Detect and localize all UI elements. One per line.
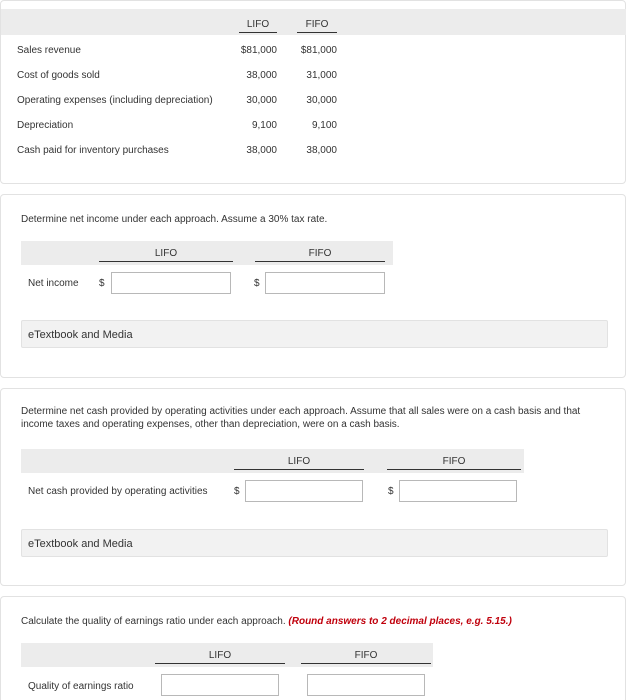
net-income-label: Net income <box>28 278 79 289</box>
net-cash-lifo-currency: $ <box>234 486 240 497</box>
net-income-lifo-input[interactable] <box>111 272 231 294</box>
cell-depreciation-lifo: 9,100 <box>251 120 277 131</box>
cell-cogs-fifo: 31,000 <box>306 70 337 81</box>
net-income-col-fifo: FIFO <box>255 248 385 262</box>
net-cash-prompt: Determine net cash provided by operating activities under each approach. Assume that all sales were on a cash basis and that income taxes and operating expenses, other than depreciation, were on a cash basis. <box>21 406 581 430</box>
data-col-lifo: LIFO <box>239 19 277 33</box>
net-income-fifo-input[interactable] <box>265 272 385 294</box>
net-cash-col-fifo: FIFO <box>387 456 521 470</box>
data-table-panel <box>0 0 626 184</box>
row-label-operating-expenses: Operating expenses (including depreciation) <box>17 95 213 106</box>
etextbook-label: eTextbook and Media <box>28 538 133 550</box>
etextbook-label: eTextbook and Media <box>28 329 133 341</box>
quality-earnings-lifo-input[interactable] <box>161 674 279 696</box>
cell-opex-fifo: 30,000 <box>306 95 337 106</box>
row-label-sales-revenue: Sales revenue <box>17 45 81 56</box>
cell-cogs-lifo: 38,000 <box>246 70 277 81</box>
quality-earnings-col-lifo: LIFO <box>155 650 285 664</box>
row-label-cost-of-goods-sold: Cost of goods sold <box>17 70 100 81</box>
quality-earnings-prompt <box>21 615 512 628</box>
quality-earnings-fifo-input[interactable] <box>307 674 425 696</box>
data-col-fifo: FIFO <box>297 19 337 33</box>
quality-earnings-prompt-text: Calculate the quality of earnings ratio under each approach. <box>21 616 286 627</box>
net-cash-label: Net cash provided by operating activities <box>28 486 208 497</box>
row-label-cash-paid-inventory: Cash paid for inventory purchases <box>17 145 169 156</box>
row-label-depreciation: Depreciation <box>17 120 74 131</box>
cell-sales-revenue-fifo: $81,000 <box>300 45 337 56</box>
net-cash-etextbook-link[interactable] <box>21 529 608 557</box>
quality-earnings-section <box>0 596 626 700</box>
net-income-fifo-currency: $ <box>254 278 260 289</box>
cell-depreciation-fifo: 9,100 <box>311 120 337 131</box>
quality-earnings-label: Quality of earnings ratio <box>28 681 134 692</box>
net-income-etextbook-link[interactable] <box>21 320 608 348</box>
rounding-instruction: (Round answers to 2 decimal places, e.g. 5.15.) <box>288 616 512 627</box>
cell-sales-revenue-lifo: $81,000 <box>240 45 277 56</box>
cell-opex-lifo: 30,000 <box>246 95 277 106</box>
cell-cash-paid-fifo: 38,000 <box>306 145 337 156</box>
net-income-prompt: Determine net income under each approach. Assume a 30% tax rate. <box>21 214 328 225</box>
net-cash-col-lifo: LIFO <box>234 456 364 470</box>
net-income-section <box>0 194 626 378</box>
net-cash-fifo-input[interactable] <box>399 480 517 502</box>
net-income-lifo-currency: $ <box>99 278 105 289</box>
cell-cash-paid-lifo: 38,000 <box>246 145 277 156</box>
net-cash-lifo-input[interactable] <box>245 480 363 502</box>
net-cash-fifo-currency: $ <box>388 486 394 497</box>
net-cash-section <box>0 388 626 586</box>
net-income-col-lifo: LIFO <box>99 248 233 262</box>
quality-earnings-col-fifo: FIFO <box>301 650 431 664</box>
